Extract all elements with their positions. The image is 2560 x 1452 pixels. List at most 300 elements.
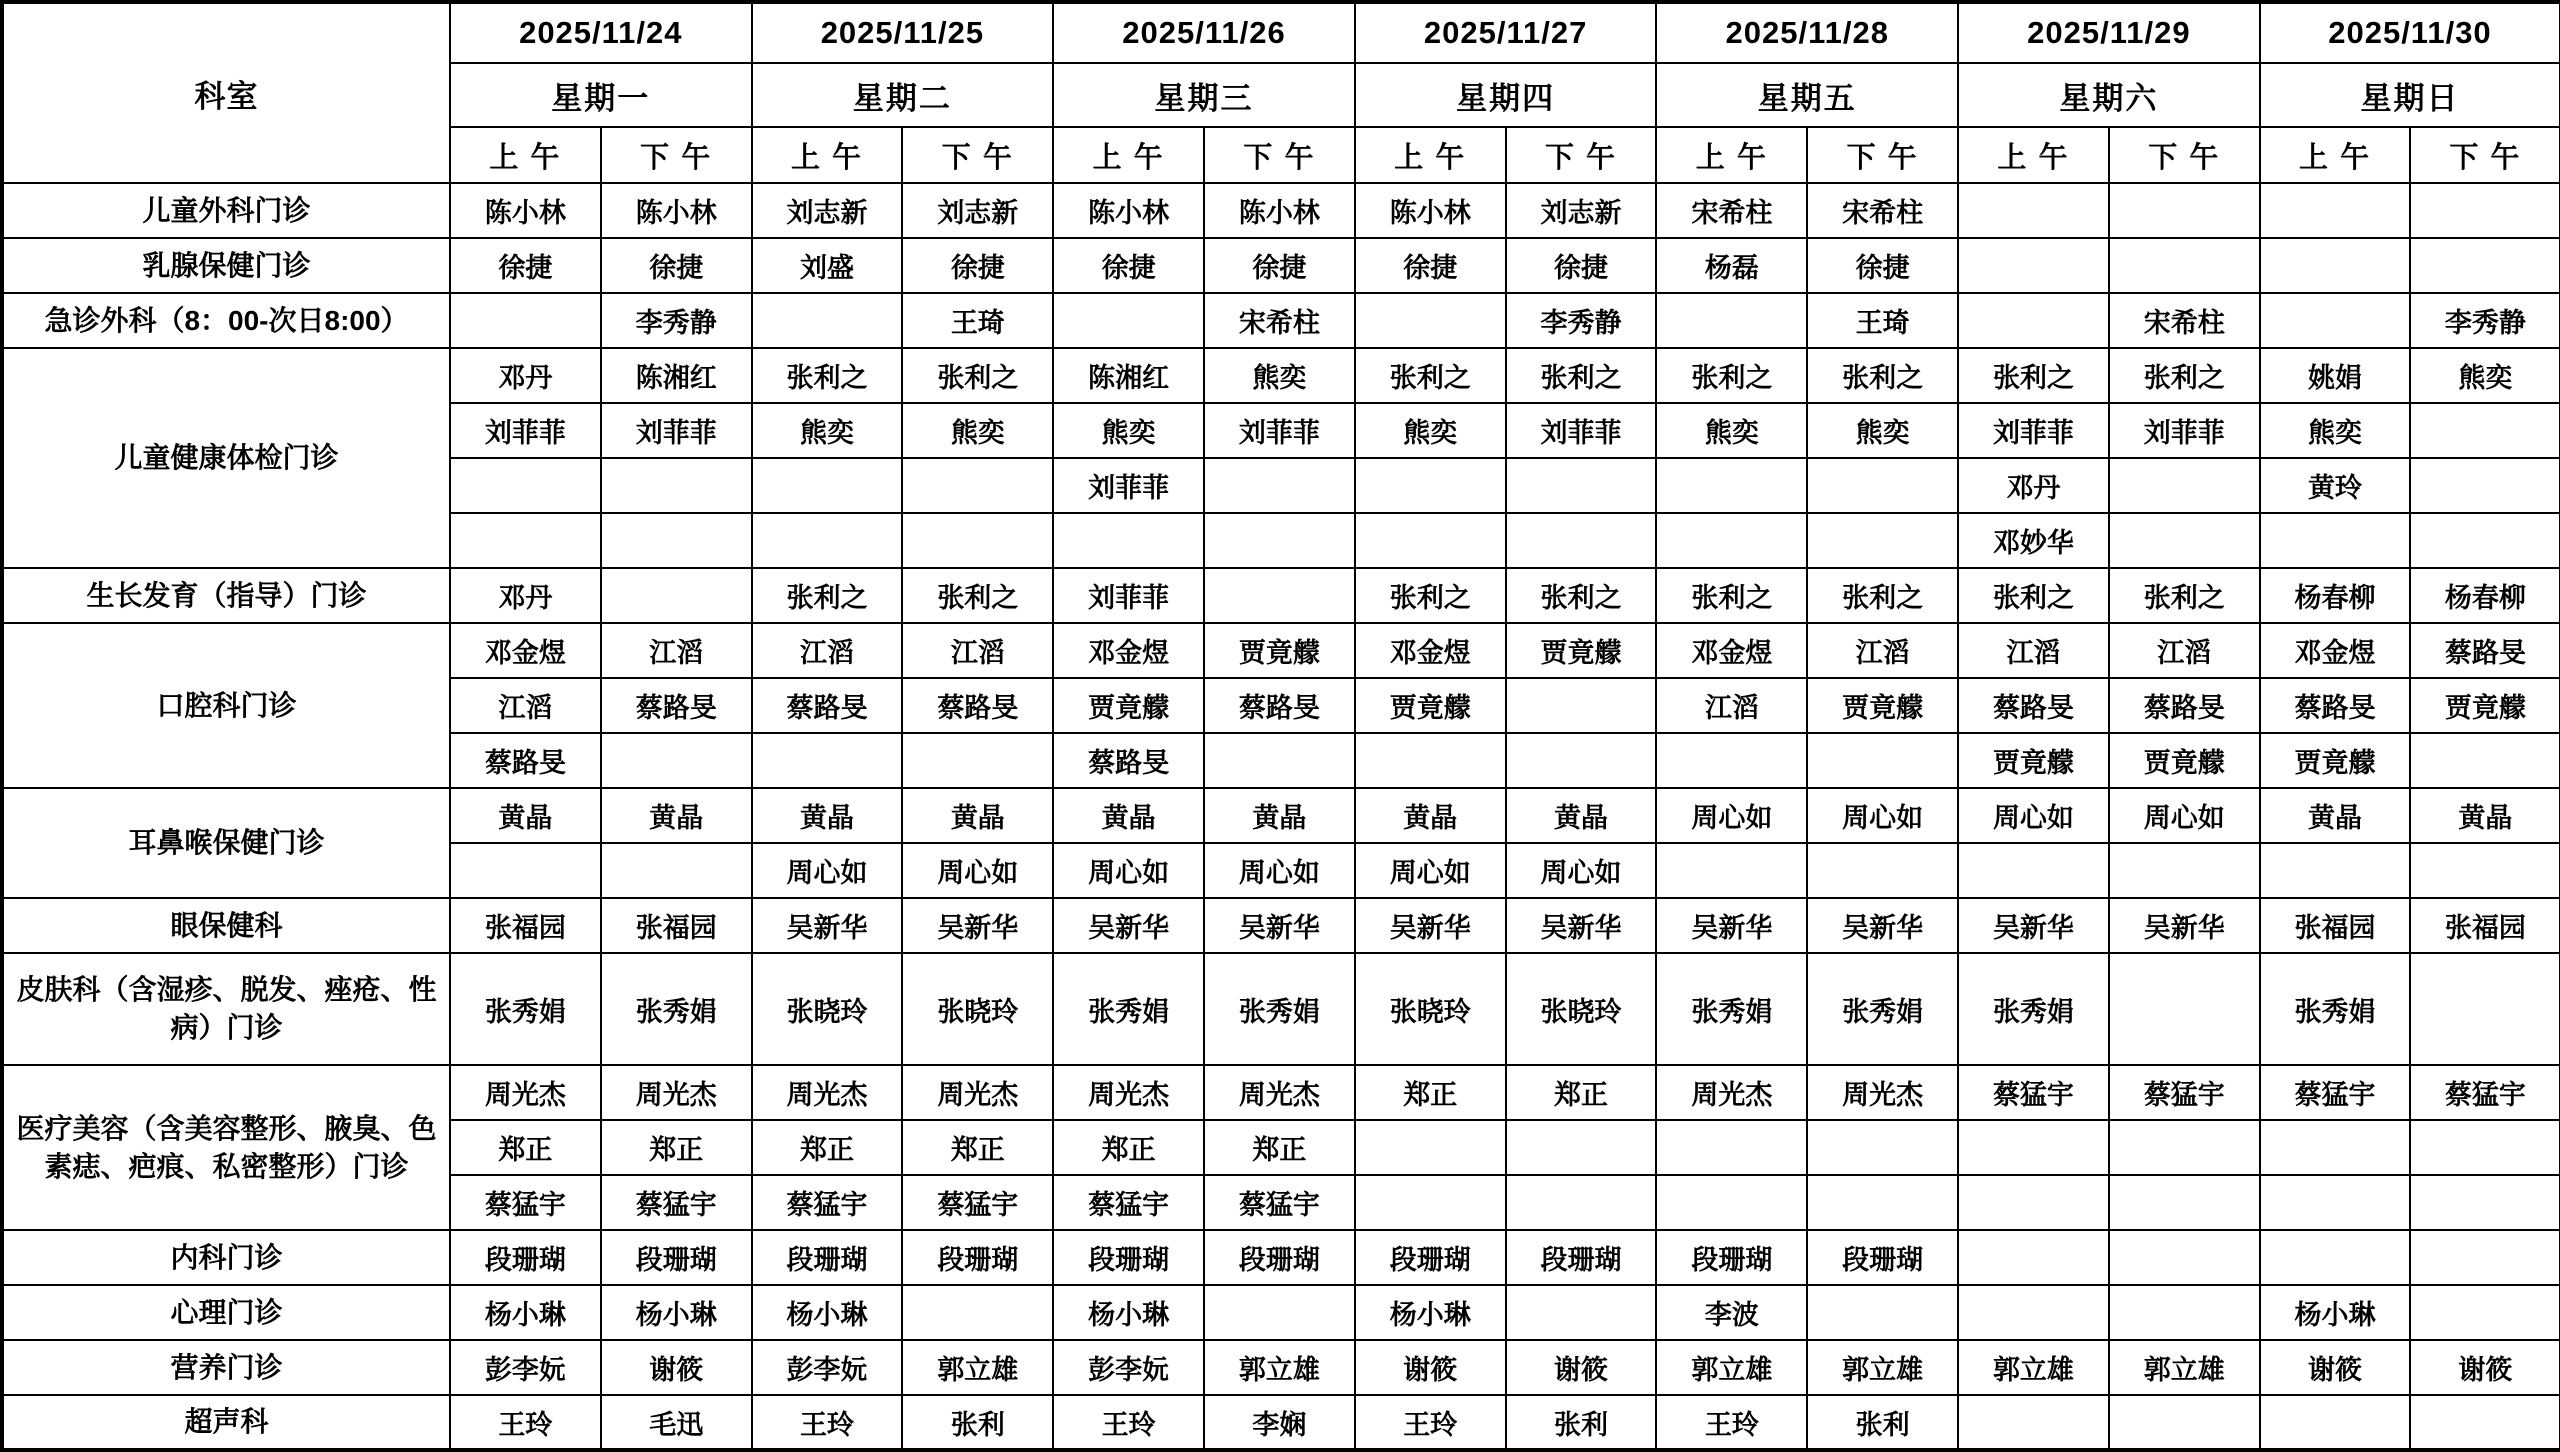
department-name: 皮肤科（含湿疹、脱发、痤疮、性病）门诊 <box>2 953 450 1065</box>
schedule-cell <box>1204 513 1355 568</box>
schedule-cell <box>2109 1230 2260 1285</box>
schedule-cell: 张利之 <box>1656 348 1807 403</box>
schedule-cell <box>601 843 752 898</box>
schedule-cell <box>1506 513 1657 568</box>
schedule-cell: 黄晶 <box>1053 788 1204 843</box>
schedule-cell <box>2109 458 2260 513</box>
schedule-cell: 李秀静 <box>601 293 752 348</box>
schedule-cell: 张利 <box>902 1395 1053 1450</box>
schedule-cell <box>1807 1175 1958 1230</box>
schedule-cell: 陈小林 <box>1355 183 1506 238</box>
schedule-cell: 郑正 <box>1355 1065 1506 1120</box>
schedule-cell: 邓金煜 <box>1656 623 1807 678</box>
schedule-cell: 段珊瑚 <box>601 1230 752 1285</box>
schedule-cell: 邓金煜 <box>1053 623 1204 678</box>
schedule-cell: 吴新华 <box>1506 898 1657 953</box>
schedule-cell: 张秀娟 <box>601 953 752 1065</box>
schedule-cell: 刘菲菲 <box>1204 403 1355 458</box>
department-name: 急诊外科（8：00-次日8:00） <box>2 293 450 348</box>
schedule-cell: 江滔 <box>450 678 601 733</box>
schedule-cell <box>1355 293 1506 348</box>
schedule-row <box>2 623 2560 678</box>
weekday-header: 星期一 <box>450 63 752 127</box>
schedule-cell: 郭立雄 <box>1204 1340 1355 1395</box>
schedule-cell: 徐捷 <box>1204 238 1355 293</box>
schedule-cell <box>752 733 903 788</box>
schedule-cell: 张利之 <box>2109 568 2260 623</box>
department-name: 超声科 <box>2 1395 450 1450</box>
schedule-cell: 蔡猛宇 <box>450 1175 601 1230</box>
schedule-cell: 张福园 <box>450 898 601 953</box>
schedule-cell: 熊奕 <box>1204 348 1355 403</box>
schedule-cell: 蔡路旻 <box>450 733 601 788</box>
schedule-cell: 周心如 <box>1506 843 1657 898</box>
schedule-cell: 宋希柱 <box>1656 183 1807 238</box>
schedule-cell: 张晓玲 <box>1355 953 1506 1065</box>
schedule-cell <box>2109 238 2260 293</box>
weekday-header: 星期日 <box>2260 63 2560 127</box>
schedule-cell: 黄晶 <box>2260 788 2411 843</box>
schedule-cell: 蔡猛宇 <box>2260 1065 2411 1120</box>
schedule-cell: 张利之 <box>1958 348 2109 403</box>
schedule-cell: 宋希柱 <box>2109 293 2260 348</box>
schedule-cell <box>2410 513 2560 568</box>
schedule-cell: 吴新华 <box>2109 898 2260 953</box>
schedule-cell: 张秀娟 <box>1807 953 1958 1065</box>
schedule-row <box>2 1285 2560 1340</box>
schedule-cell: 王玲 <box>450 1395 601 1450</box>
department-name: 内科门诊 <box>2 1230 450 1285</box>
schedule-cell <box>2410 1120 2560 1175</box>
department-name: 儿童健康体检门诊 <box>2 348 450 568</box>
schedule-cell <box>1506 678 1657 733</box>
schedule-cell: 郭立雄 <box>1958 1340 2109 1395</box>
schedule-cell <box>1506 1120 1657 1175</box>
schedule-cell <box>2260 293 2411 348</box>
schedule-cell <box>1807 843 1958 898</box>
schedule-cell: 蔡路旻 <box>1204 678 1355 733</box>
schedule-cell <box>1958 1285 2109 1340</box>
schedule-cell: 贾竟艨 <box>1807 678 1958 733</box>
dept-column-header: 科室 <box>2 2 450 183</box>
schedule-cell <box>1958 1230 2109 1285</box>
department-name: 口腔科门诊 <box>2 623 450 788</box>
schedule-cell: 蔡猛宇 <box>1204 1175 1355 1230</box>
schedule-row <box>2 293 2560 348</box>
schedule-cell: 李波 <box>1656 1285 1807 1340</box>
schedule-cell <box>1656 458 1807 513</box>
schedule-cell: 江滔 <box>902 623 1053 678</box>
schedule-cell: 徐捷 <box>1506 238 1657 293</box>
schedule-cell: 贾竟艨 <box>1506 623 1657 678</box>
schedule-cell: 杨小琳 <box>450 1285 601 1340</box>
schedule-cell <box>2260 1230 2411 1285</box>
schedule-cell: 陈湘红 <box>1053 348 1204 403</box>
schedule-cell: 张利之 <box>1656 568 1807 623</box>
schedule-cell: 张利 <box>1506 1395 1657 1450</box>
schedule-cell: 杨磊 <box>1656 238 1807 293</box>
schedule-cell <box>2410 953 2560 1065</box>
schedule-cell: 谢筱 <box>601 1340 752 1395</box>
schedule-cell: 周光杰 <box>601 1065 752 1120</box>
schedule-cell: 熊奕 <box>752 403 903 458</box>
schedule-row <box>2 788 2560 843</box>
schedule-cell: 贾竟艨 <box>1355 678 1506 733</box>
schedule-cell: 刘志新 <box>902 183 1053 238</box>
schedule-cell: 江滔 <box>1656 678 1807 733</box>
date-header: 2025/11/29 <box>1958 2 2260 63</box>
schedule-cell: 张晓玲 <box>752 953 903 1065</box>
schedule-cell <box>902 733 1053 788</box>
schedule-cell <box>1204 458 1355 513</box>
schedule-cell: 蔡路旻 <box>1958 678 2109 733</box>
schedule-cell <box>1506 1175 1657 1230</box>
schedule-cell: 王琦 <box>902 293 1053 348</box>
schedule-cell <box>2260 1120 2411 1175</box>
schedule-cell: 吴新华 <box>1656 898 1807 953</box>
schedule-cell <box>1506 1285 1657 1340</box>
schedule-cell: 张秀娟 <box>450 953 601 1065</box>
schedule-cell: 贾竟艨 <box>2410 678 2560 733</box>
schedule-cell: 张秀娟 <box>1204 953 1355 1065</box>
schedule-cell: 熊奕 <box>2410 348 2560 403</box>
date-header: 2025/11/28 <box>1656 2 1958 63</box>
schedule-row <box>2 1065 2560 1120</box>
schedule-cell: 江滔 <box>752 623 903 678</box>
schedule-cell: 周心如 <box>1807 788 1958 843</box>
schedule-cell <box>2109 183 2260 238</box>
schedule-cell: 陈小林 <box>1053 183 1204 238</box>
schedule-cell: 陈湘红 <box>601 348 752 403</box>
schedule-cell: 谢筱 <box>2260 1340 2411 1395</box>
am-header: 上 午 <box>1053 127 1204 183</box>
schedule-cell: 郭立雄 <box>1656 1340 1807 1395</box>
weekday-header: 星期三 <box>1053 63 1355 127</box>
schedule-cell: 张利之 <box>1355 568 1506 623</box>
schedule-cell: 蔡路旻 <box>902 678 1053 733</box>
schedule-cell: 段珊瑚 <box>902 1230 1053 1285</box>
schedule-cell: 周心如 <box>1204 843 1355 898</box>
schedule-cell: 张晓玲 <box>1506 953 1657 1065</box>
schedule-cell: 黄晶 <box>1506 788 1657 843</box>
schedule-cell <box>1656 733 1807 788</box>
schedule-cell: 刘菲菲 <box>601 403 752 458</box>
schedule-cell: 郭立雄 <box>902 1340 1053 1395</box>
schedule-cell <box>2109 1395 2260 1450</box>
schedule-cell: 彭李妧 <box>752 1340 903 1395</box>
schedule-cell: 王玲 <box>1355 1395 1506 1450</box>
date-header: 2025/11/26 <box>1053 2 1355 63</box>
schedule-cell: 郑正 <box>601 1120 752 1175</box>
schedule-cell: 李秀静 <box>1506 293 1657 348</box>
pm-header: 下 午 <box>2109 127 2260 183</box>
schedule-cell: 黄晶 <box>1355 788 1506 843</box>
schedule-cell: 张利之 <box>1355 348 1506 403</box>
schedule-cell: 周心如 <box>1053 843 1204 898</box>
date-header: 2025/11/30 <box>2260 2 2560 63</box>
schedule-cell: 周光杰 <box>1807 1065 1958 1120</box>
schedule-cell <box>2260 1175 2411 1230</box>
am-header: 上 午 <box>2260 127 2411 183</box>
schedule-cell: 刘菲菲 <box>450 403 601 458</box>
schedule-cell: 张利之 <box>1958 568 2109 623</box>
schedule-cell <box>1355 733 1506 788</box>
schedule-cell: 姚娟 <box>2260 348 2411 403</box>
schedule-cell: 周光杰 <box>450 1065 601 1120</box>
schedule-cell: 张秀娟 <box>1053 953 1204 1065</box>
pm-header: 下 午 <box>1204 127 1355 183</box>
schedule-cell: 周心如 <box>1656 788 1807 843</box>
schedule-cell <box>902 458 1053 513</box>
schedule-cell: 张利之 <box>1506 348 1657 403</box>
schedule-cell: 邓金煜 <box>2260 623 2411 678</box>
schedule-row <box>2 183 2560 238</box>
schedule-cell <box>2410 1285 2560 1340</box>
schedule-cell: 段珊瑚 <box>1656 1230 1807 1285</box>
schedule-cell: 宋希柱 <box>1204 293 1355 348</box>
schedule-cell: 张利之 <box>2109 348 2260 403</box>
schedule-cell: 周心如 <box>1355 843 1506 898</box>
schedule-cell: 刘菲菲 <box>1958 403 2109 458</box>
schedule-cell: 段珊瑚 <box>1053 1230 1204 1285</box>
schedule-cell: 周光杰 <box>1656 1065 1807 1120</box>
schedule-cell <box>1958 183 2109 238</box>
schedule-cell <box>2410 183 2560 238</box>
schedule-cell <box>1355 513 1506 568</box>
schedule-cell: 陈小林 <box>450 183 601 238</box>
schedule-cell: 谢筱 <box>2410 1340 2560 1395</box>
schedule-cell: 蔡路旻 <box>2109 678 2260 733</box>
schedule-cell: 段珊瑚 <box>1807 1230 1958 1285</box>
schedule-row <box>2 568 2560 623</box>
schedule-cell: 蔡猛宇 <box>752 1175 903 1230</box>
schedule-cell <box>1958 1395 2109 1450</box>
schedule-cell: 蔡路旻 <box>601 678 752 733</box>
schedule-cell <box>2410 733 2560 788</box>
schedule-cell: 周心如 <box>2109 788 2260 843</box>
schedule-cell: 蔡猛宇 <box>902 1175 1053 1230</box>
schedule-row <box>2 238 2560 293</box>
schedule-cell: 杨小琳 <box>1053 1285 1204 1340</box>
schedule-cell: 贾竟艨 <box>1204 623 1355 678</box>
department-name: 心理门诊 <box>2 1285 450 1340</box>
schedule-cell: 贾竟艨 <box>1053 678 1204 733</box>
schedule-cell: 谢筱 <box>1355 1340 1506 1395</box>
department-name: 营养门诊 <box>2 1340 450 1395</box>
schedule-cell <box>2260 843 2411 898</box>
schedule-cell: 熊奕 <box>1355 403 1506 458</box>
schedule-cell <box>902 513 1053 568</box>
department-name: 眼保健科 <box>2 898 450 953</box>
schedule-cell: 黄玲 <box>2260 458 2411 513</box>
schedule-cell: 刘菲菲 <box>1053 458 1204 513</box>
pm-header: 下 午 <box>601 127 752 183</box>
schedule-cell: 邓金煜 <box>450 623 601 678</box>
schedule-cell <box>1958 1120 2109 1175</box>
schedule-cell: 郑正 <box>1053 1120 1204 1175</box>
schedule-cell: 杨小琳 <box>2260 1285 2411 1340</box>
schedule-cell <box>752 458 903 513</box>
department-name: 耳鼻喉保健门诊 <box>2 788 450 898</box>
schedule-cell <box>1204 1285 1355 1340</box>
schedule-cell: 张福园 <box>2410 898 2560 953</box>
schedule-cell: 熊奕 <box>1656 403 1807 458</box>
schedule-cell <box>2410 1230 2560 1285</box>
department-name: 医疗美容（含美容整形、腋臭、色素痣、疤痕、私密整形）门诊 <box>2 1065 450 1230</box>
schedule-cell: 邓丹 <box>450 348 601 403</box>
schedule-cell: 周心如 <box>1958 788 2109 843</box>
schedule-cell: 蔡路旻 <box>2260 678 2411 733</box>
date-header: 2025/11/25 <box>752 2 1054 63</box>
pm-header: 下 午 <box>902 127 1053 183</box>
schedule-cell <box>1204 733 1355 788</box>
schedule-cell: 张利之 <box>1506 568 1657 623</box>
schedule-row <box>2 348 2560 403</box>
schedule-cell <box>601 733 752 788</box>
schedule-cell <box>1053 293 1204 348</box>
schedule-cell <box>2410 1395 2560 1450</box>
schedule-cell <box>1506 733 1657 788</box>
schedule-cell: 熊奕 <box>902 403 1053 458</box>
schedule-cell: 段珊瑚 <box>450 1230 601 1285</box>
schedule-cell: 熊奕 <box>1807 403 1958 458</box>
schedule-cell: 王玲 <box>1053 1395 1204 1450</box>
schedule-cell: 邓丹 <box>1958 458 2109 513</box>
schedule-cell: 彭李妧 <box>1053 1340 1204 1395</box>
schedule-cell <box>2109 1285 2260 1340</box>
schedule-cell: 杨春柳 <box>2410 568 2560 623</box>
schedule-cell <box>1807 1120 1958 1175</box>
schedule-cell: 刘志新 <box>752 183 903 238</box>
schedule-cell: 徐捷 <box>1053 238 1204 293</box>
am-header: 上 午 <box>752 127 903 183</box>
schedule-cell: 吴新华 <box>1958 898 2109 953</box>
schedule-cell: 刘菲菲 <box>2109 403 2260 458</box>
schedule-cell: 张秀娟 <box>1656 953 1807 1065</box>
schedule-cell: 张福园 <box>2260 898 2411 953</box>
schedule-cell: 张秀娟 <box>1958 953 2109 1065</box>
schedule-cell: 徐捷 <box>601 238 752 293</box>
pm-header: 下 午 <box>2410 127 2560 183</box>
schedule-cell: 吴新华 <box>1204 898 1355 953</box>
schedule-cell: 邓丹 <box>450 568 601 623</box>
schedule-cell <box>1355 1120 1506 1175</box>
schedule-cell: 周光杰 <box>1053 1065 1204 1120</box>
weekday-header: 星期四 <box>1355 63 1657 127</box>
schedule-cell: 黄晶 <box>601 788 752 843</box>
schedule-cell: 张晓玲 <box>902 953 1053 1065</box>
schedule-cell: 段珊瑚 <box>1506 1230 1657 1285</box>
schedule-cell: 杨小琳 <box>1355 1285 1506 1340</box>
department-name: 乳腺保健门诊 <box>2 238 450 293</box>
schedule-cell: 张利之 <box>752 348 903 403</box>
schedule-cell: 吴新华 <box>1053 898 1204 953</box>
schedule-cell: 谢筱 <box>1506 1340 1657 1395</box>
schedule-cell: 江滔 <box>601 623 752 678</box>
schedule-cell <box>2109 513 2260 568</box>
schedule-cell: 张秀娟 <box>2260 953 2411 1065</box>
schedule-cell: 吴新华 <box>1807 898 1958 953</box>
schedule-cell: 郑正 <box>450 1120 601 1175</box>
schedule-cell <box>1958 1175 2109 1230</box>
schedule-cell <box>1807 458 1958 513</box>
schedule-row <box>2 1395 2560 1450</box>
schedule-cell: 熊奕 <box>1053 403 1204 458</box>
am-header: 上 午 <box>1656 127 1807 183</box>
weekday-header: 星期五 <box>1656 63 1958 127</box>
schedule-cell: 周光杰 <box>752 1065 903 1120</box>
schedule-cell: 郑正 <box>1204 1120 1355 1175</box>
schedule-cell: 刘志新 <box>1506 183 1657 238</box>
schedule-cell: 黄晶 <box>2410 788 2560 843</box>
schedule-cell <box>752 293 903 348</box>
schedule-cell: 蔡猛宇 <box>1053 1175 1204 1230</box>
schedule-cell: 李娴 <box>1204 1395 1355 1450</box>
schedule-cell <box>2260 238 2411 293</box>
schedule-cell <box>2109 1175 2260 1230</box>
schedule-cell <box>601 458 752 513</box>
schedule-cell <box>1958 843 2109 898</box>
schedule-cell: 贾竟艨 <box>2109 733 2260 788</box>
schedule-cell: 蔡路旻 <box>2410 623 2560 678</box>
department-name: 儿童外科门诊 <box>2 183 450 238</box>
schedule-cell <box>601 568 752 623</box>
schedule-cell: 蔡猛宇 <box>2109 1065 2260 1120</box>
schedule-cell: 徐捷 <box>450 238 601 293</box>
schedule-cell <box>2410 458 2560 513</box>
schedule-cell: 邓金煜 <box>1355 623 1506 678</box>
schedule-cell: 徐捷 <box>1355 238 1506 293</box>
weekday-header: 星期二 <box>752 63 1054 127</box>
schedule-cell: 张利之 <box>902 348 1053 403</box>
schedule-cell <box>1807 1285 1958 1340</box>
schedule-cell <box>902 1285 1053 1340</box>
schedule-cell <box>450 843 601 898</box>
schedule-cell: 郑正 <box>902 1120 1053 1175</box>
schedule-cell: 江滔 <box>2109 623 2260 678</box>
schedule-cell <box>2109 953 2260 1065</box>
pm-header: 下 午 <box>1807 127 1958 183</box>
department-name: 生长发育（指导）门诊 <box>2 568 450 623</box>
schedule-cell: 吴新华 <box>752 898 903 953</box>
schedule-row <box>2 898 2560 953</box>
schedule-cell: 徐捷 <box>902 238 1053 293</box>
schedule-row <box>2 953 2560 1065</box>
schedule-cell <box>450 293 601 348</box>
schedule-cell: 江滔 <box>1807 623 1958 678</box>
schedule-cell <box>2410 1175 2560 1230</box>
schedule-cell <box>2109 843 2260 898</box>
schedule-cell <box>1656 843 1807 898</box>
schedule-cell: 王琦 <box>1807 293 1958 348</box>
schedule-cell: 吴新华 <box>1355 898 1506 953</box>
schedule-cell <box>2410 403 2560 458</box>
schedule-cell: 陈小林 <box>1204 183 1355 238</box>
schedule-cell <box>2410 238 2560 293</box>
schedule-cell <box>1656 1120 1807 1175</box>
schedule-cell: 吴新华 <box>902 898 1053 953</box>
schedule-cell: 张利之 <box>1807 348 1958 403</box>
schedule-cell <box>1355 458 1506 513</box>
schedule-cell: 黄晶 <box>450 788 601 843</box>
schedule-cell: 黄晶 <box>752 788 903 843</box>
weekday-header: 星期六 <box>1958 63 2260 127</box>
schedule-cell: 杨春柳 <box>2260 568 2411 623</box>
schedule-cell: 张福园 <box>601 898 752 953</box>
schedule-cell: 宋希柱 <box>1807 183 1958 238</box>
schedule-cell <box>1807 733 1958 788</box>
schedule-cell: 段珊瑚 <box>1355 1230 1506 1285</box>
